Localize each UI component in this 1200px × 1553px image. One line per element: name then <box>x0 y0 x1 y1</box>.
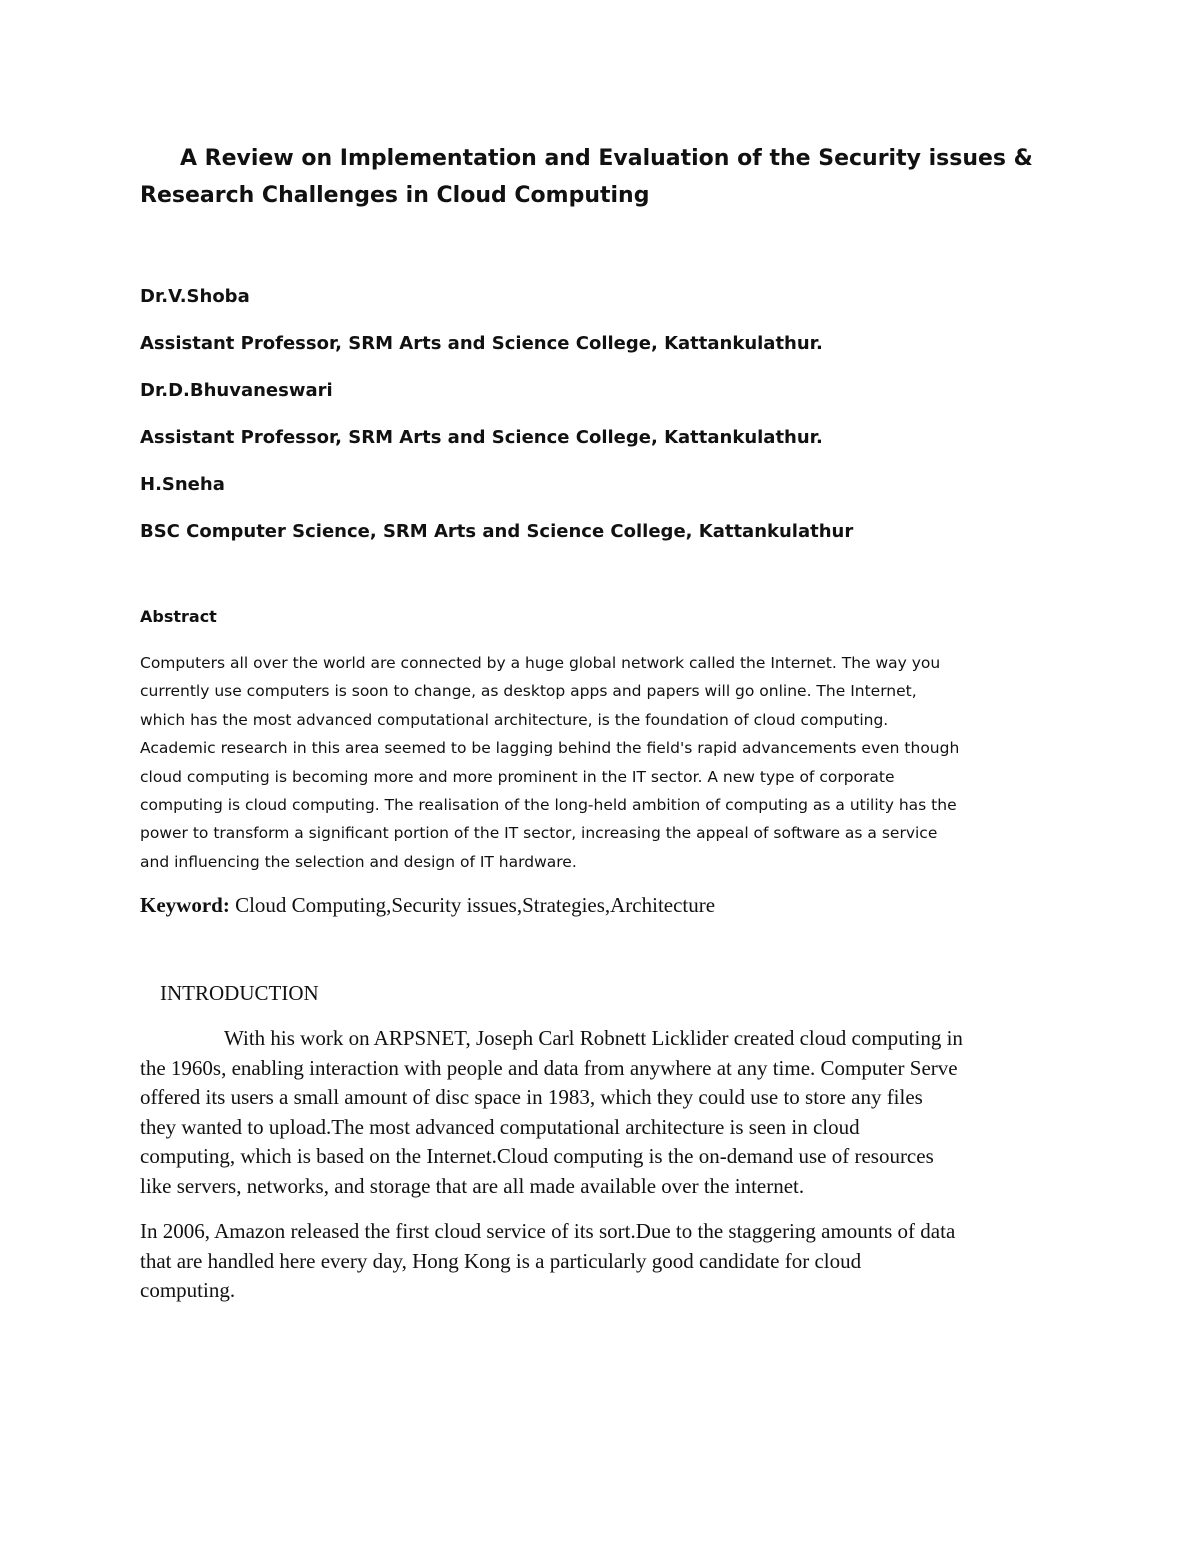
paper-title-line-2: Research Challenges in Cloud Computing <box>140 183 650 208</box>
introduction-paragraph-2 <box>140 1217 1080 1306</box>
introduction-line: With his work on ARPSNET, Joseph Carl Robnett Licklider created cloud computing in <box>224 1026 963 1050</box>
abstract-text <box>140 649 1080 876</box>
keywords-text: Cloud Computing,Security issues,Strategies,Architecture <box>229 893 716 917</box>
abstract-heading: Abstract <box>140 607 217 626</box>
abstract-line: Academic research in this area seemed to be lagging behind the field's rapid advancements even though <box>140 739 960 758</box>
author-name: Dr.V.Shoba <box>140 286 250 307</box>
author-affiliation: BSC Computer Science, SRM Arts and Science College, Kattankulathur <box>140 521 854 542</box>
introduction-line: the 1960s, enabling interaction with people and data from anywhere at any time. Computer Serve <box>140 1055 958 1080</box>
paper-title-line-1: A Review on Implementation and Evaluation of the Security issues & <box>180 146 1033 171</box>
keywords-line <box>140 893 715 918</box>
introduction-line: offered its users a small amount of disc space in 1983, which they could use to store any files <box>140 1085 923 1110</box>
introduction-line: computing, which is based on the Internet.Cloud computing is the on-demand use of resources <box>140 1144 934 1169</box>
abstract-line: cloud computing is becoming more and more prominent in the IT sector. A new type of corporate <box>140 767 895 786</box>
abstract-line: computing is cloud computing. The realisation of the long-held ambition of computing as a utility has the <box>140 796 957 815</box>
introduction-line: they wanted to upload.The most advanced computational architecture is seen in cloud <box>140 1114 860 1139</box>
abstract-line: Computers all over the world are connected by a huge global network called the Internet. The way you <box>140 654 941 672</box>
author-affiliation: Assistant Professor, SRM Arts and Science College, Kattankulathur. <box>140 427 823 448</box>
abstract-line: and influencing the selection and design of IT hardware. <box>140 852 577 871</box>
introduction-line: In 2006, Amazon released the first cloud service of its sort.Due to the staggering amounts of data <box>140 1219 956 1243</box>
introduction-heading: INTRODUCTION <box>160 981 319 1005</box>
introduction-line: that are handled here every day, Hong Kong is a particularly good candidate for cloud <box>140 1248 862 1273</box>
paper-title <box>140 140 1040 214</box>
introduction-line: like servers, networks, and storage that are all made available over the internet. <box>140 1173 805 1198</box>
introduction-line: computing. <box>140 1278 236 1303</box>
abstract-line: which has the most advanced computational architecture, is the foundation of cloud computing. <box>140 710 889 729</box>
author-name: H.Sneha <box>140 474 225 495</box>
abstract-line: currently use computers is soon to change, as desktop apps and papers will go online. The Internet, <box>140 682 917 701</box>
author-block <box>140 283 1080 565</box>
keywords-label: Keyword: <box>140 893 230 917</box>
abstract-line: power to transform a significant portion of the IT sector, increasing the appeal of software as a service <box>140 824 938 843</box>
introduction-paragraph-1 <box>140 1024 1080 1202</box>
author-name: Dr.D.Bhuvaneswari <box>140 380 333 401</box>
author-affiliation: Assistant Professor, SRM Arts and Science College, Kattankulathur. <box>140 333 823 354</box>
